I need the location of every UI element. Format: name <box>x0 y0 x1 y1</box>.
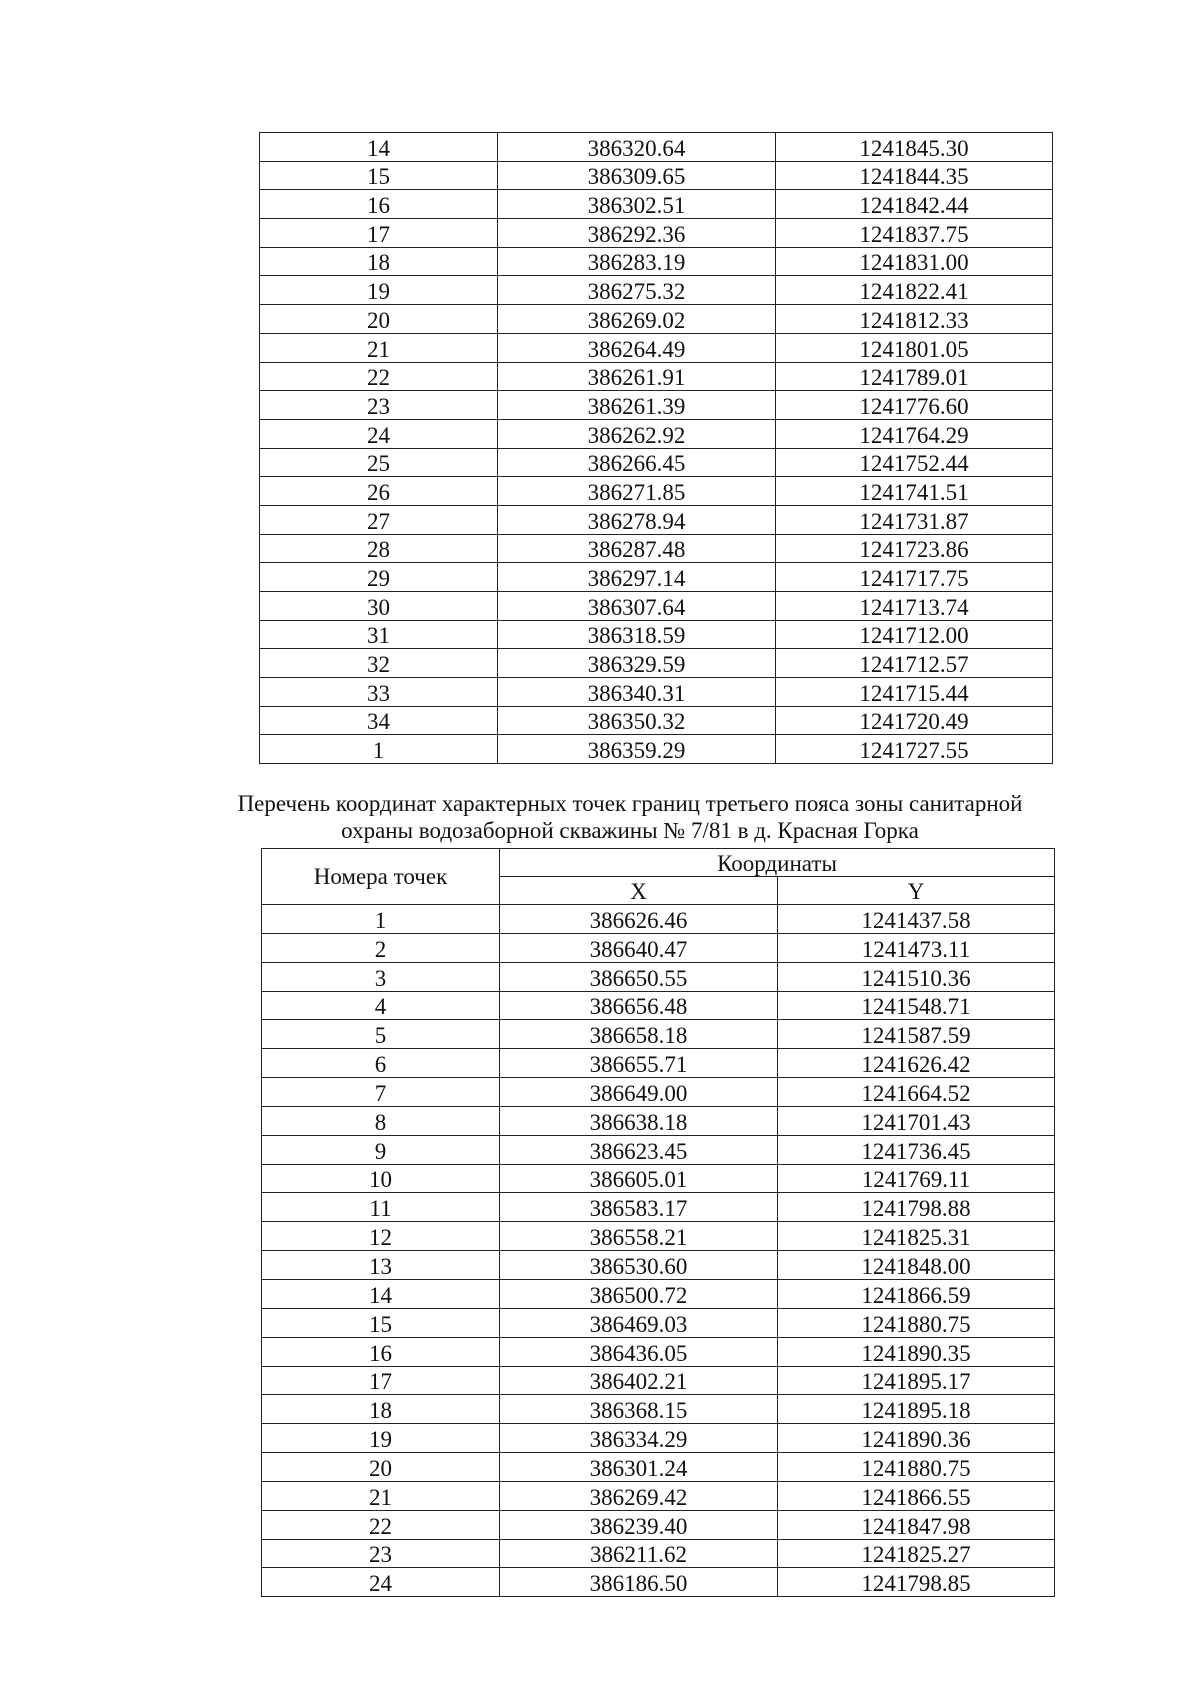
x-coordinate-cell: 386261.39 <box>498 391 776 420</box>
table-row <box>262 1539 1055 1568</box>
y-coordinate-cell: 1241731.87 <box>776 505 1053 534</box>
y-coordinate-cell: 1241837.75 <box>776 219 1053 248</box>
table-row <box>262 905 1055 934</box>
point-number-cell: 20 <box>262 1453 500 1482</box>
point-number-cell: 18 <box>260 247 498 276</box>
x-coordinate-cell: 386640.47 <box>500 933 778 962</box>
point-number-cell: 4 <box>262 991 500 1020</box>
x-coordinate-cell: 386359.29 <box>498 735 776 764</box>
y-coordinate-cell: 1241880.75 <box>778 1453 1055 1482</box>
table-row <box>260 419 1053 448</box>
point-number-cell: 15 <box>262 1308 500 1337</box>
header-coordinates: Координаты <box>500 849 1055 877</box>
y-coordinate-cell: 1241626.42 <box>778 1049 1055 1078</box>
y-coordinate-cell: 1241752.44 <box>776 448 1053 477</box>
table-row <box>260 161 1053 190</box>
y-coordinate-cell: 1241890.35 <box>778 1337 1055 1366</box>
x-coordinate-cell: 386271.85 <box>498 477 776 506</box>
y-coordinate-cell: 1241801.05 <box>776 333 1053 362</box>
y-coordinate-cell: 1241825.27 <box>778 1539 1055 1568</box>
table-row <box>262 1453 1055 1482</box>
point-number-cell: 32 <box>260 649 498 678</box>
point-number-cell: 11 <box>262 1193 500 1222</box>
y-coordinate-cell: 1241713.74 <box>776 592 1053 621</box>
header-row-top <box>262 849 1055 877</box>
table-row <box>262 1049 1055 1078</box>
table-row <box>260 305 1053 334</box>
table-row <box>260 276 1053 305</box>
x-coordinate-cell: 386350.32 <box>498 706 776 735</box>
table-row <box>260 706 1053 735</box>
y-coordinate-cell: 1241720.49 <box>776 706 1053 735</box>
y-coordinate-cell: 1241664.52 <box>778 1078 1055 1107</box>
table-row <box>262 1164 1055 1193</box>
point-number-cell: 21 <box>260 333 498 362</box>
point-number-cell: 17 <box>262 1366 500 1395</box>
header-x: X <box>500 877 778 905</box>
point-number-cell: 9 <box>262 1135 500 1164</box>
y-coordinate-cell: 1241769.11 <box>778 1164 1055 1193</box>
table-row <box>260 477 1053 506</box>
third-zone-coordinates-table-body <box>262 905 1055 1597</box>
x-coordinate-cell: 386269.42 <box>500 1481 778 1510</box>
point-number-cell: 23 <box>260 391 498 420</box>
y-coordinate-cell: 1241776.60 <box>776 391 1053 420</box>
point-number-cell: 12 <box>262 1222 500 1251</box>
x-coordinate-cell: 386301.24 <box>500 1453 778 1482</box>
coordinates-table-continued-body <box>260 133 1053 764</box>
table-row <box>262 1078 1055 1107</box>
y-coordinate-cell: 1241890.36 <box>778 1424 1055 1453</box>
table-row <box>262 1135 1055 1164</box>
x-coordinate-cell: 386626.46 <box>500 905 778 934</box>
table-row <box>262 1106 1055 1135</box>
y-coordinate-cell: 1241717.75 <box>776 563 1053 592</box>
x-coordinate-cell: 386297.14 <box>498 563 776 592</box>
table-row <box>260 620 1053 649</box>
y-coordinate-cell: 1241895.18 <box>778 1395 1055 1424</box>
x-coordinate-cell: 386402.21 <box>500 1366 778 1395</box>
x-coordinate-cell: 386266.45 <box>498 448 776 477</box>
x-coordinate-cell: 386530.60 <box>500 1251 778 1280</box>
y-coordinate-cell: 1241723.86 <box>776 534 1053 563</box>
point-number-cell: 13 <box>262 1251 500 1280</box>
x-coordinate-cell: 386302.51 <box>498 190 776 219</box>
table-row <box>260 219 1053 248</box>
point-number-cell: 31 <box>260 620 498 649</box>
y-coordinate-cell: 1241825.31 <box>778 1222 1055 1251</box>
table-row <box>262 1222 1055 1251</box>
x-coordinate-cell: 386368.15 <box>500 1395 778 1424</box>
x-coordinate-cell: 386649.00 <box>500 1078 778 1107</box>
point-number-cell: 16 <box>260 190 498 219</box>
point-number-cell: 14 <box>260 133 498 162</box>
x-coordinate-cell: 386583.17 <box>500 1193 778 1222</box>
point-number-cell: 26 <box>260 477 498 506</box>
table-row <box>260 333 1053 362</box>
x-coordinate-cell: 386638.18 <box>500 1106 778 1135</box>
point-number-cell: 28 <box>260 534 498 563</box>
table-row <box>260 133 1053 162</box>
point-number-cell: 10 <box>262 1164 500 1193</box>
point-number-cell: 8 <box>262 1106 500 1135</box>
point-number-cell: 27 <box>260 505 498 534</box>
y-coordinate-cell: 1241866.59 <box>778 1279 1055 1308</box>
y-coordinate-cell: 1241866.55 <box>778 1481 1055 1510</box>
point-number-cell: 30 <box>260 592 498 621</box>
x-coordinate-cell: 386307.64 <box>498 592 776 621</box>
table-row <box>262 1308 1055 1337</box>
table-row <box>260 448 1053 477</box>
point-number-cell: 17 <box>260 219 498 248</box>
y-coordinate-cell: 1241437.58 <box>778 905 1055 934</box>
point-number-cell: 5 <box>262 1020 500 1049</box>
x-coordinate-cell: 386320.64 <box>498 133 776 162</box>
table-row <box>262 1366 1055 1395</box>
section-heading-line-2: охраны водозаборной скважины № 7/81 в д. Красная Горка <box>341 818 919 843</box>
table-row <box>260 190 1053 219</box>
point-number-cell: 34 <box>260 706 498 735</box>
y-coordinate-cell: 1241473.11 <box>778 933 1055 962</box>
y-coordinate-cell: 1241764.29 <box>776 419 1053 448</box>
point-number-cell: 22 <box>262 1510 500 1539</box>
table-row <box>260 391 1053 420</box>
point-number-cell: 24 <box>260 419 498 448</box>
point-number-cell: 19 <box>260 276 498 305</box>
table-row <box>260 649 1053 678</box>
y-coordinate-cell: 1241798.85 <box>778 1568 1055 1597</box>
y-coordinate-cell: 1241831.00 <box>776 247 1053 276</box>
point-number-cell: 3 <box>262 962 500 991</box>
x-coordinate-cell: 386334.29 <box>500 1424 778 1453</box>
table-row <box>262 1279 1055 1308</box>
point-number-cell: 16 <box>262 1337 500 1366</box>
y-coordinate-cell: 1241812.33 <box>776 305 1053 334</box>
section-heading-line-1: Перечень координат характерных точек границ третьего пояса зоны санитарной <box>237 791 1023 816</box>
x-coordinate-cell: 386655.71 <box>500 1049 778 1078</box>
table-row <box>262 1481 1055 1510</box>
point-number-cell: 24 <box>262 1568 500 1597</box>
table-row <box>260 592 1053 621</box>
table-row <box>262 962 1055 991</box>
x-coordinate-cell: 386329.59 <box>498 649 776 678</box>
point-number-cell: 33 <box>260 678 498 707</box>
x-coordinate-cell: 386605.01 <box>500 1164 778 1193</box>
x-coordinate-cell: 386283.19 <box>498 247 776 276</box>
table-row <box>262 1020 1055 1049</box>
y-coordinate-cell: 1241712.57 <box>776 649 1053 678</box>
y-coordinate-cell: 1241510.36 <box>778 962 1055 991</box>
table-row <box>260 505 1053 534</box>
table-header <box>262 849 1055 905</box>
point-number-cell: 15 <box>260 161 498 190</box>
point-number-cell: 2 <box>262 933 500 962</box>
table-row <box>262 1510 1055 1539</box>
y-coordinate-cell: 1241741.51 <box>776 477 1053 506</box>
point-number-cell: 6 <box>262 1049 500 1078</box>
y-coordinate-cell: 1241789.01 <box>776 362 1053 391</box>
x-coordinate-cell: 386558.21 <box>500 1222 778 1251</box>
y-coordinate-cell: 1241548.71 <box>778 991 1055 1020</box>
point-number-cell: 14 <box>262 1279 500 1308</box>
table-row <box>260 678 1053 707</box>
x-coordinate-cell: 386264.49 <box>498 333 776 362</box>
y-coordinate-cell: 1241727.55 <box>776 735 1053 764</box>
point-number-cell: 25 <box>260 448 498 477</box>
x-coordinate-cell: 386318.59 <box>498 620 776 649</box>
header-point-numbers: Номера точек <box>262 849 500 905</box>
point-number-cell: 18 <box>262 1395 500 1424</box>
point-number-cell: 23 <box>262 1539 500 1568</box>
y-coordinate-cell: 1241736.45 <box>778 1135 1055 1164</box>
coordinates-table-continued <box>259 132 1053 764</box>
x-coordinate-cell: 386261.91 <box>498 362 776 391</box>
table-row <box>260 362 1053 391</box>
point-number-cell: 21 <box>262 1481 500 1510</box>
y-coordinate-cell: 1241715.44 <box>776 678 1053 707</box>
table-row <box>262 991 1055 1020</box>
x-coordinate-cell: 386650.55 <box>500 962 778 991</box>
table-row <box>262 1424 1055 1453</box>
point-number-cell: 1 <box>262 905 500 934</box>
y-coordinate-cell: 1241880.75 <box>778 1308 1055 1337</box>
y-coordinate-cell: 1241845.30 <box>776 133 1053 162</box>
y-coordinate-cell: 1241701.43 <box>778 1106 1055 1135</box>
y-coordinate-cell: 1241895.17 <box>778 1366 1055 1395</box>
x-coordinate-cell: 386186.50 <box>500 1568 778 1597</box>
x-coordinate-cell: 386436.05 <box>500 1337 778 1366</box>
x-coordinate-cell: 386623.45 <box>500 1135 778 1164</box>
table-row <box>260 563 1053 592</box>
x-coordinate-cell: 386287.48 <box>498 534 776 563</box>
x-coordinate-cell: 386292.36 <box>498 219 776 248</box>
y-coordinate-cell: 1241798.88 <box>778 1193 1055 1222</box>
point-number-cell: 29 <box>260 563 498 592</box>
x-coordinate-cell: 386309.65 <box>498 161 776 190</box>
table-row <box>260 735 1053 764</box>
y-coordinate-cell: 1241822.41 <box>776 276 1053 305</box>
x-coordinate-cell: 386239.40 <box>500 1510 778 1539</box>
table-row <box>262 1337 1055 1366</box>
table-row <box>260 247 1053 276</box>
x-coordinate-cell: 386275.32 <box>498 276 776 305</box>
x-coordinate-cell: 386262.92 <box>498 419 776 448</box>
point-number-cell: 1 <box>260 735 498 764</box>
y-coordinate-cell: 1241847.98 <box>778 1510 1055 1539</box>
third-zone-coordinates-table <box>261 848 1055 1597</box>
table-row <box>262 1193 1055 1222</box>
point-number-cell: 20 <box>260 305 498 334</box>
table-row <box>262 1251 1055 1280</box>
table-row <box>262 1395 1055 1424</box>
table-row <box>262 933 1055 962</box>
point-number-cell: 7 <box>262 1078 500 1107</box>
y-coordinate-cell: 1241587.59 <box>778 1020 1055 1049</box>
x-coordinate-cell: 386656.48 <box>500 991 778 1020</box>
y-coordinate-cell: 1241712.00 <box>776 620 1053 649</box>
x-coordinate-cell: 386500.72 <box>500 1279 778 1308</box>
x-coordinate-cell: 386658.18 <box>500 1020 778 1049</box>
header-y: Y <box>778 877 1055 905</box>
x-coordinate-cell: 386211.62 <box>500 1539 778 1568</box>
table-row <box>262 1568 1055 1597</box>
x-coordinate-cell: 386340.31 <box>498 678 776 707</box>
y-coordinate-cell: 1241848.00 <box>778 1251 1055 1280</box>
x-coordinate-cell: 386269.02 <box>498 305 776 334</box>
table-row <box>260 534 1053 563</box>
x-coordinate-cell: 386469.03 <box>500 1308 778 1337</box>
point-number-cell: 22 <box>260 362 498 391</box>
y-coordinate-cell: 1241844.35 <box>776 161 1053 190</box>
x-coordinate-cell: 386278.94 <box>498 505 776 534</box>
point-number-cell: 19 <box>262 1424 500 1453</box>
y-coordinate-cell: 1241842.44 <box>776 190 1053 219</box>
